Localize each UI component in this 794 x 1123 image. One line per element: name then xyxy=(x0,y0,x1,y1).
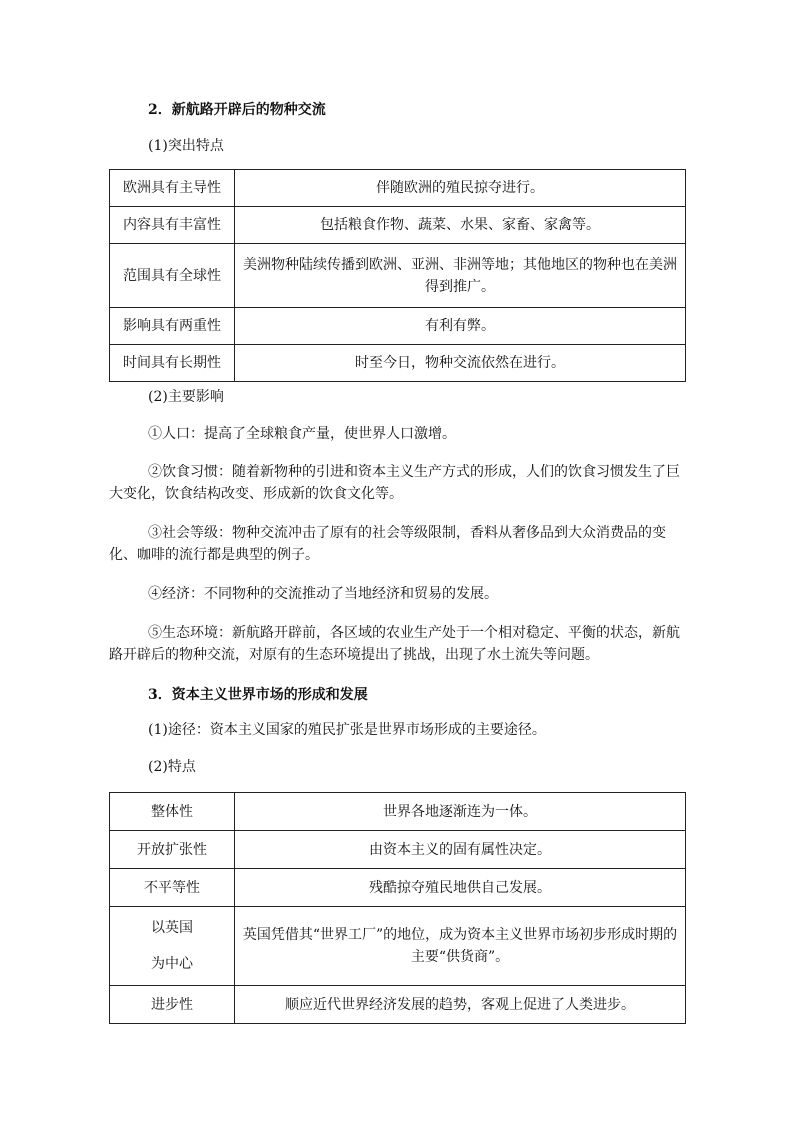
impact-item: ③社会等级：物种交流冲击了原有的社会等级限制，香料从奢侈品到大众消费品的变化、咖啡的流行都是典型的例子。 xyxy=(109,525,666,563)
table-row xyxy=(110,869,686,907)
table-cell-label: 时间具有长期性 xyxy=(110,345,235,382)
table-cell-label-line: 为中心 xyxy=(151,956,193,972)
impact-item: ④经济：不同物种的交流推动了当地经济和贸易的发展。 xyxy=(148,586,498,602)
section3-sub2: (2)特点 xyxy=(148,759,196,775)
section2-sub2: (2)主要影响 xyxy=(148,389,224,405)
table-cell-content: 伴随欧洲的殖民掠夺进行。 xyxy=(235,170,686,207)
table-cell-label xyxy=(110,907,235,986)
table-row xyxy=(110,986,686,1024)
section3-sub1: (1)途径：资本主义国家的殖民扩张是世界市场形成的主要途径。 xyxy=(148,722,546,738)
table-cell-label-line: 以英国 xyxy=(151,920,193,936)
table-cell-content: 由资本主义的固有属性决定。 xyxy=(235,831,686,869)
section2-heading: 2．新航路开辟后的物种交流 xyxy=(148,102,326,118)
table-cell-content: 残酷掠夺殖民地供自己发展。 xyxy=(235,869,686,907)
impact-item: ①人口：提高了全球粮食产量，使世界人口激增。 xyxy=(148,426,456,442)
impact-item: ⑤生态环境：新航路开辟前，各区域的农业生产处于一个相对稳定、平衡的状态，新航路开辟后的物种交流，对原有的生态环境提出了挑战，出现了水土流失等问题。 xyxy=(109,625,680,663)
table-row xyxy=(110,345,686,382)
table-row xyxy=(110,207,686,244)
table-cell-content: 有利有弊。 xyxy=(235,308,686,345)
market-features-table xyxy=(109,792,686,1024)
table-row xyxy=(110,170,686,207)
table-cell-label: 范围具有全球性 xyxy=(110,244,235,308)
table-row xyxy=(110,831,686,869)
table-cell-label: 欧洲具有主导性 xyxy=(110,170,235,207)
table-cell-label: 开放扩张性 xyxy=(110,831,235,869)
table-cell-label: 整体性 xyxy=(110,793,235,831)
table-cell-content: 英国凭借其“世界工厂”的地位，成为资本主义世界市场初步形成时期的主要“供货商”。 xyxy=(235,907,686,986)
impact-item: ②饮食习惯：随着新物种的引进和资本主义生产方式的形成，人们的饮食习惯发生了巨大变化，饮食结构改变、形成新的饮食文化等。 xyxy=(109,464,680,502)
table-cell-label: 内容具有丰富性 xyxy=(110,207,235,244)
table-cell-content: 世界各地逐渐连为一体。 xyxy=(235,793,686,831)
table-cell-content: 美洲物种陆续传播到欧洲、亚洲、非洲等地；其他地区的物种也在美洲得到推广。 xyxy=(235,244,686,308)
table-cell-content: 包括粮食作物、蔬菜、水果、家畜、家禽等。 xyxy=(235,207,686,244)
section3-heading: 3．资本主义世界市场的形成和发展 xyxy=(148,687,368,703)
table-cell-label: 不平等性 xyxy=(110,869,235,907)
table-row xyxy=(110,907,686,986)
table-cell-label: 影响具有两重性 xyxy=(110,308,235,345)
section2-sub1: (1)突出特点 xyxy=(148,138,224,154)
table-row xyxy=(110,308,686,345)
table-row xyxy=(110,793,686,831)
features-table xyxy=(109,169,686,382)
table-row xyxy=(110,244,686,308)
table-cell-content: 时至今日，物种交流依然在进行。 xyxy=(235,345,686,382)
table-cell-content: 顺应近代世界经济发展的趋势，客观上促进了人类进步。 xyxy=(235,986,686,1024)
table-cell-label: 进步性 xyxy=(110,986,235,1024)
